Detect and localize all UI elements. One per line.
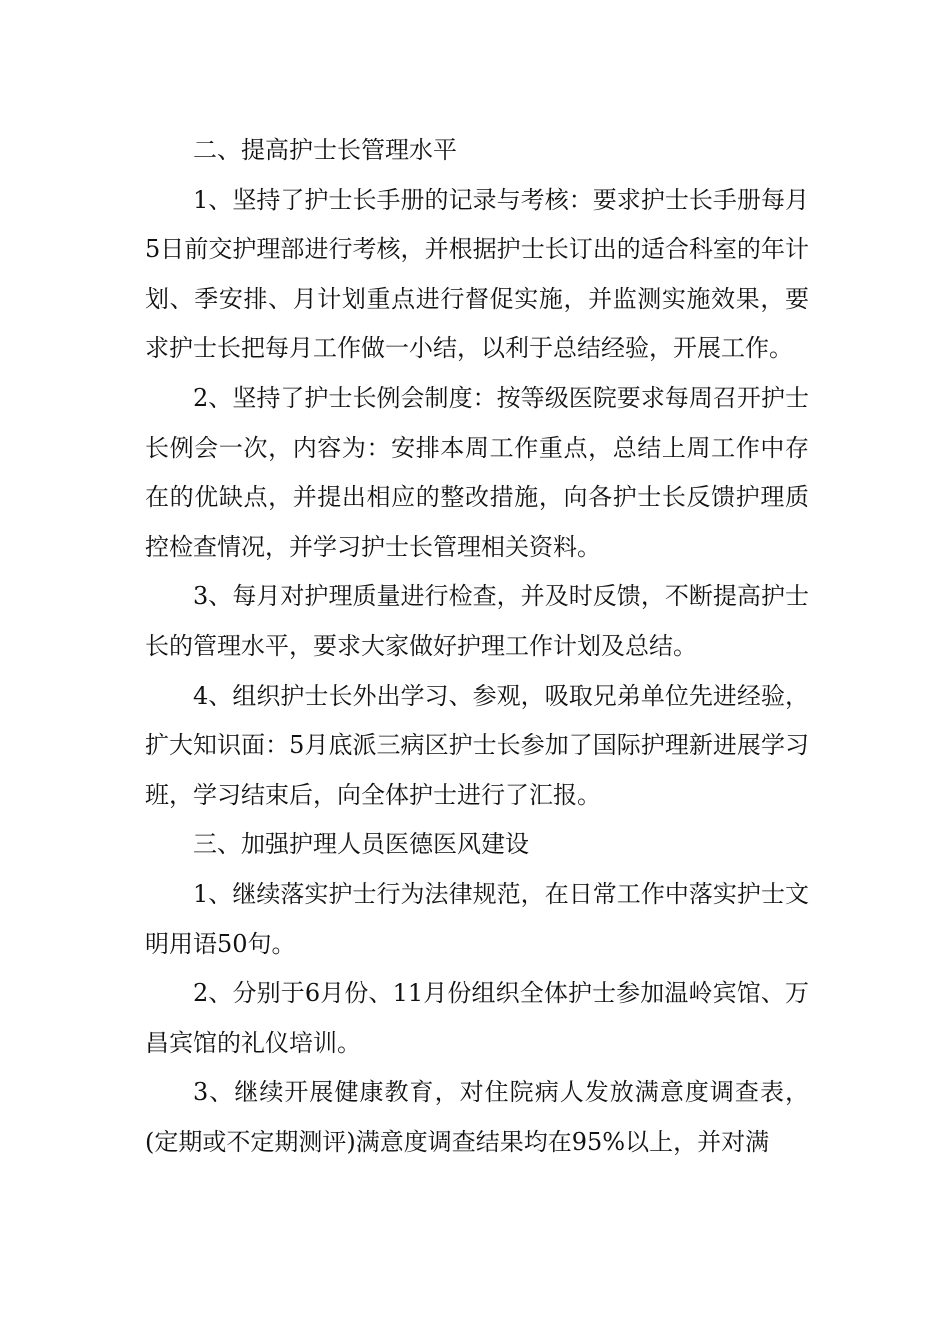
paragraph-etiquette-training: 2、分别于6月份、11月份组织全体护士参加温岭宾馆、万昌宾馆的礼仪培训。 [145,979,809,1057]
paragraph-health-education: 3、继续开展健康教育，对住院病人发放满意度调查表，(定期或不定期测评)满意度调查结果均在95%以上，并对满 [145,1078,809,1156]
paragraph-head-nurse-meeting: 2、坚持了护士长例会制度：按等级医院要求每周召开护士长例会一次，内容为：安排本周工作重点，总结上周工作中存在的优缺点，并提出相应的整改措施，向各护士长反馈护理质控检查情况，并学习护士长管理相关资料。 [145,383,809,561]
paragraph-behavior-norms: 1、继续落实护士行为法律规范，在日常工作中落实护士文明用语50句。 [145,879,809,958]
section-heading-medical-ethics: 三、加强护理人员医德医风建设 [193,830,529,859]
paragraph-head-nurse-handbook: 1、坚持了护士长手册的记录与考核：要求护士长手册每月5日前交护理部进行考核，并根据护士长订出的适合科室的年计划、季安排、月计划重点进行督促实施，并监测实施效果，要求护士长把每月工作做一小结，以利于总结经验，开展工作。 [145,185,809,363]
paragraph-monthly-quality-check: 3、每月对护理质量进行检查，并及时反馈，不断提高护士长的管理水平，要求大家做好护理工作计划及总结。 [145,582,809,660]
section-heading-nursing-management: 二、提高护士长管理水平 [193,136,457,164]
document-body [145,126,809,1167]
paragraph-external-study: 4、组织护士长外出学习、参观，吸取兄弟单位先进经验，扩大知识面：5月底派三病区护士长参加了国际护理新进展学习班，学习结束后，向全体护士进行了汇报。 [145,681,809,809]
